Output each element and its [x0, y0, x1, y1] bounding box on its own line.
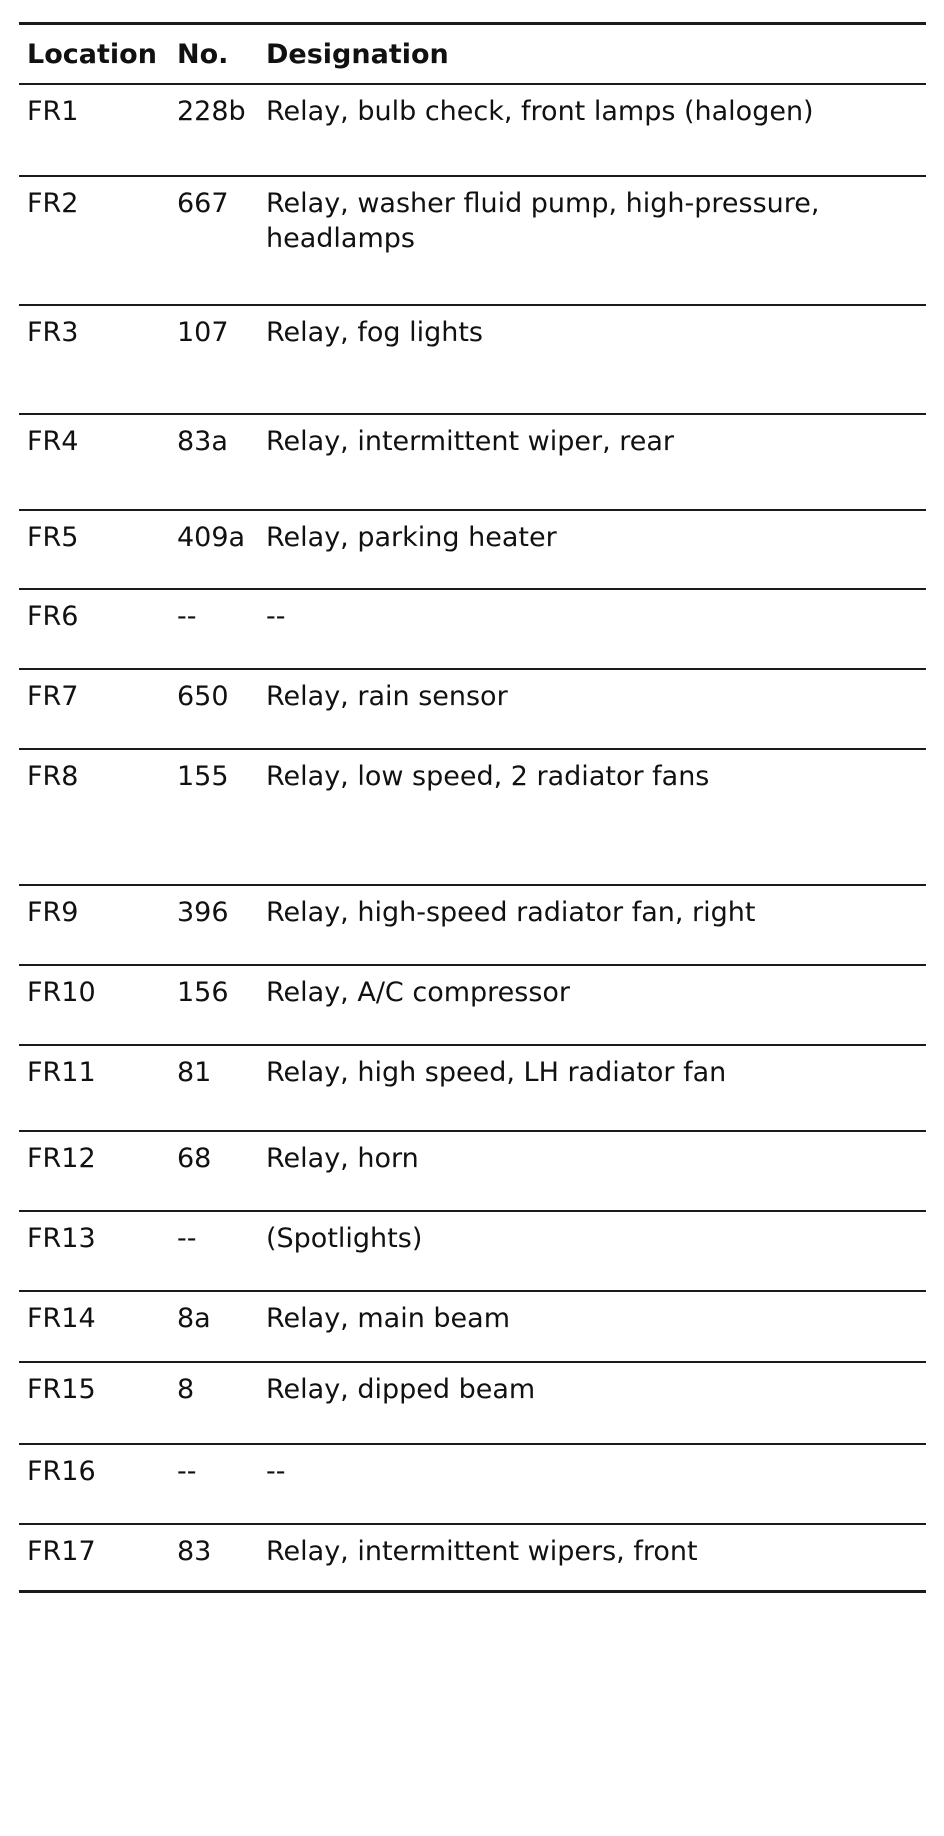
cell-designation: Relay, high-speed radiator fan, right	[266, 897, 756, 928]
table-row	[19, 668, 926, 748]
cell-no: 155	[177, 761, 229, 792]
cell-designation: Relay, horn	[266, 1143, 419, 1174]
cell-designation: Relay, parking heater	[266, 522, 557, 553]
cell-location: FR14	[27, 1303, 96, 1334]
table-row	[19, 304, 926, 413]
cell-no: 667	[177, 188, 229, 219]
header-location: Location	[27, 39, 157, 70]
cell-no: 68	[177, 1143, 212, 1174]
cell-no: 228b	[177, 96, 246, 127]
cell-location: FR16	[27, 1456, 96, 1487]
cell-location: FR9	[27, 897, 79, 928]
table-row	[19, 964, 926, 1044]
cell-no: 8	[177, 1374, 195, 1405]
cell-location: FR11	[27, 1057, 96, 1088]
table-row	[19, 509, 926, 588]
cell-designation: Relay, A/C compressor	[266, 977, 571, 1008]
table-row	[19, 884, 926, 964]
cell-designation: Relay, low speed, 2 radiator fans	[266, 761, 710, 792]
cell-no: 83a	[177, 426, 228, 457]
table-row	[19, 1443, 926, 1523]
cell-location: FR3	[27, 317, 79, 348]
cell-location: FR10	[27, 977, 96, 1008]
cell-location: FR2	[27, 188, 79, 219]
header-no: No.	[177, 39, 229, 70]
cell-designation: Relay, washer fluid pump, high-pressure, headlamps	[266, 188, 820, 254]
table-row	[19, 413, 926, 509]
table-row	[19, 1130, 926, 1210]
cell-location: FR12	[27, 1143, 96, 1174]
table-row	[19, 1361, 926, 1443]
table-row	[19, 588, 926, 668]
table-header-row	[19, 22, 926, 83]
cell-no: 409a	[177, 522, 246, 553]
cell-no: 396	[177, 897, 229, 928]
table-body	[19, 83, 926, 1593]
cell-no: 156	[177, 977, 229, 1008]
cell-no: 8a	[177, 1303, 211, 1334]
cell-designation: Relay, intermittent wipers, front	[266, 1536, 698, 1567]
cell-no: 81	[177, 1057, 212, 1088]
cell-designation: --	[266, 1456, 286, 1487]
cell-no: --	[177, 601, 197, 632]
cell-location: FR1	[27, 96, 79, 127]
cell-location: FR8	[27, 761, 79, 792]
cell-location: FR5	[27, 522, 79, 553]
cell-no: 107	[177, 317, 229, 348]
cell-no: 650	[177, 681, 229, 712]
table-row	[19, 1523, 926, 1593]
table-row	[19, 83, 926, 175]
cell-no: --	[177, 1223, 197, 1254]
cell-designation: Relay, rain sensor	[266, 681, 508, 712]
cell-location: FR4	[27, 426, 79, 457]
cell-location: FR7	[27, 681, 79, 712]
cell-designation: Relay, high speed, LH radiator fan	[266, 1057, 727, 1088]
cell-designation: Relay, bulb check, front lamps (halogen)	[266, 96, 814, 127]
cell-location: FR17	[27, 1536, 96, 1567]
table-row	[19, 1210, 926, 1290]
cell-designation: Relay, main beam	[266, 1303, 510, 1334]
cell-designation: Relay, intermittent wiper, rear	[266, 426, 675, 457]
relay-table	[19, 22, 926, 1593]
cell-no: --	[177, 1456, 197, 1487]
cell-designation: Relay, dipped beam	[266, 1374, 536, 1405]
cell-designation: Relay, fog lights	[266, 317, 484, 348]
cell-designation: (Spotlights)	[266, 1223, 423, 1254]
table-row	[19, 1044, 926, 1130]
table-row	[19, 175, 926, 304]
cell-designation: --	[266, 601, 286, 632]
cell-no: 83	[177, 1536, 212, 1567]
table-row	[19, 748, 926, 884]
cell-location: FR13	[27, 1223, 96, 1254]
cell-location: FR6	[27, 601, 79, 632]
table-row	[19, 1290, 926, 1361]
header-designation: Designation	[266, 39, 449, 70]
cell-location: FR15	[27, 1374, 96, 1405]
